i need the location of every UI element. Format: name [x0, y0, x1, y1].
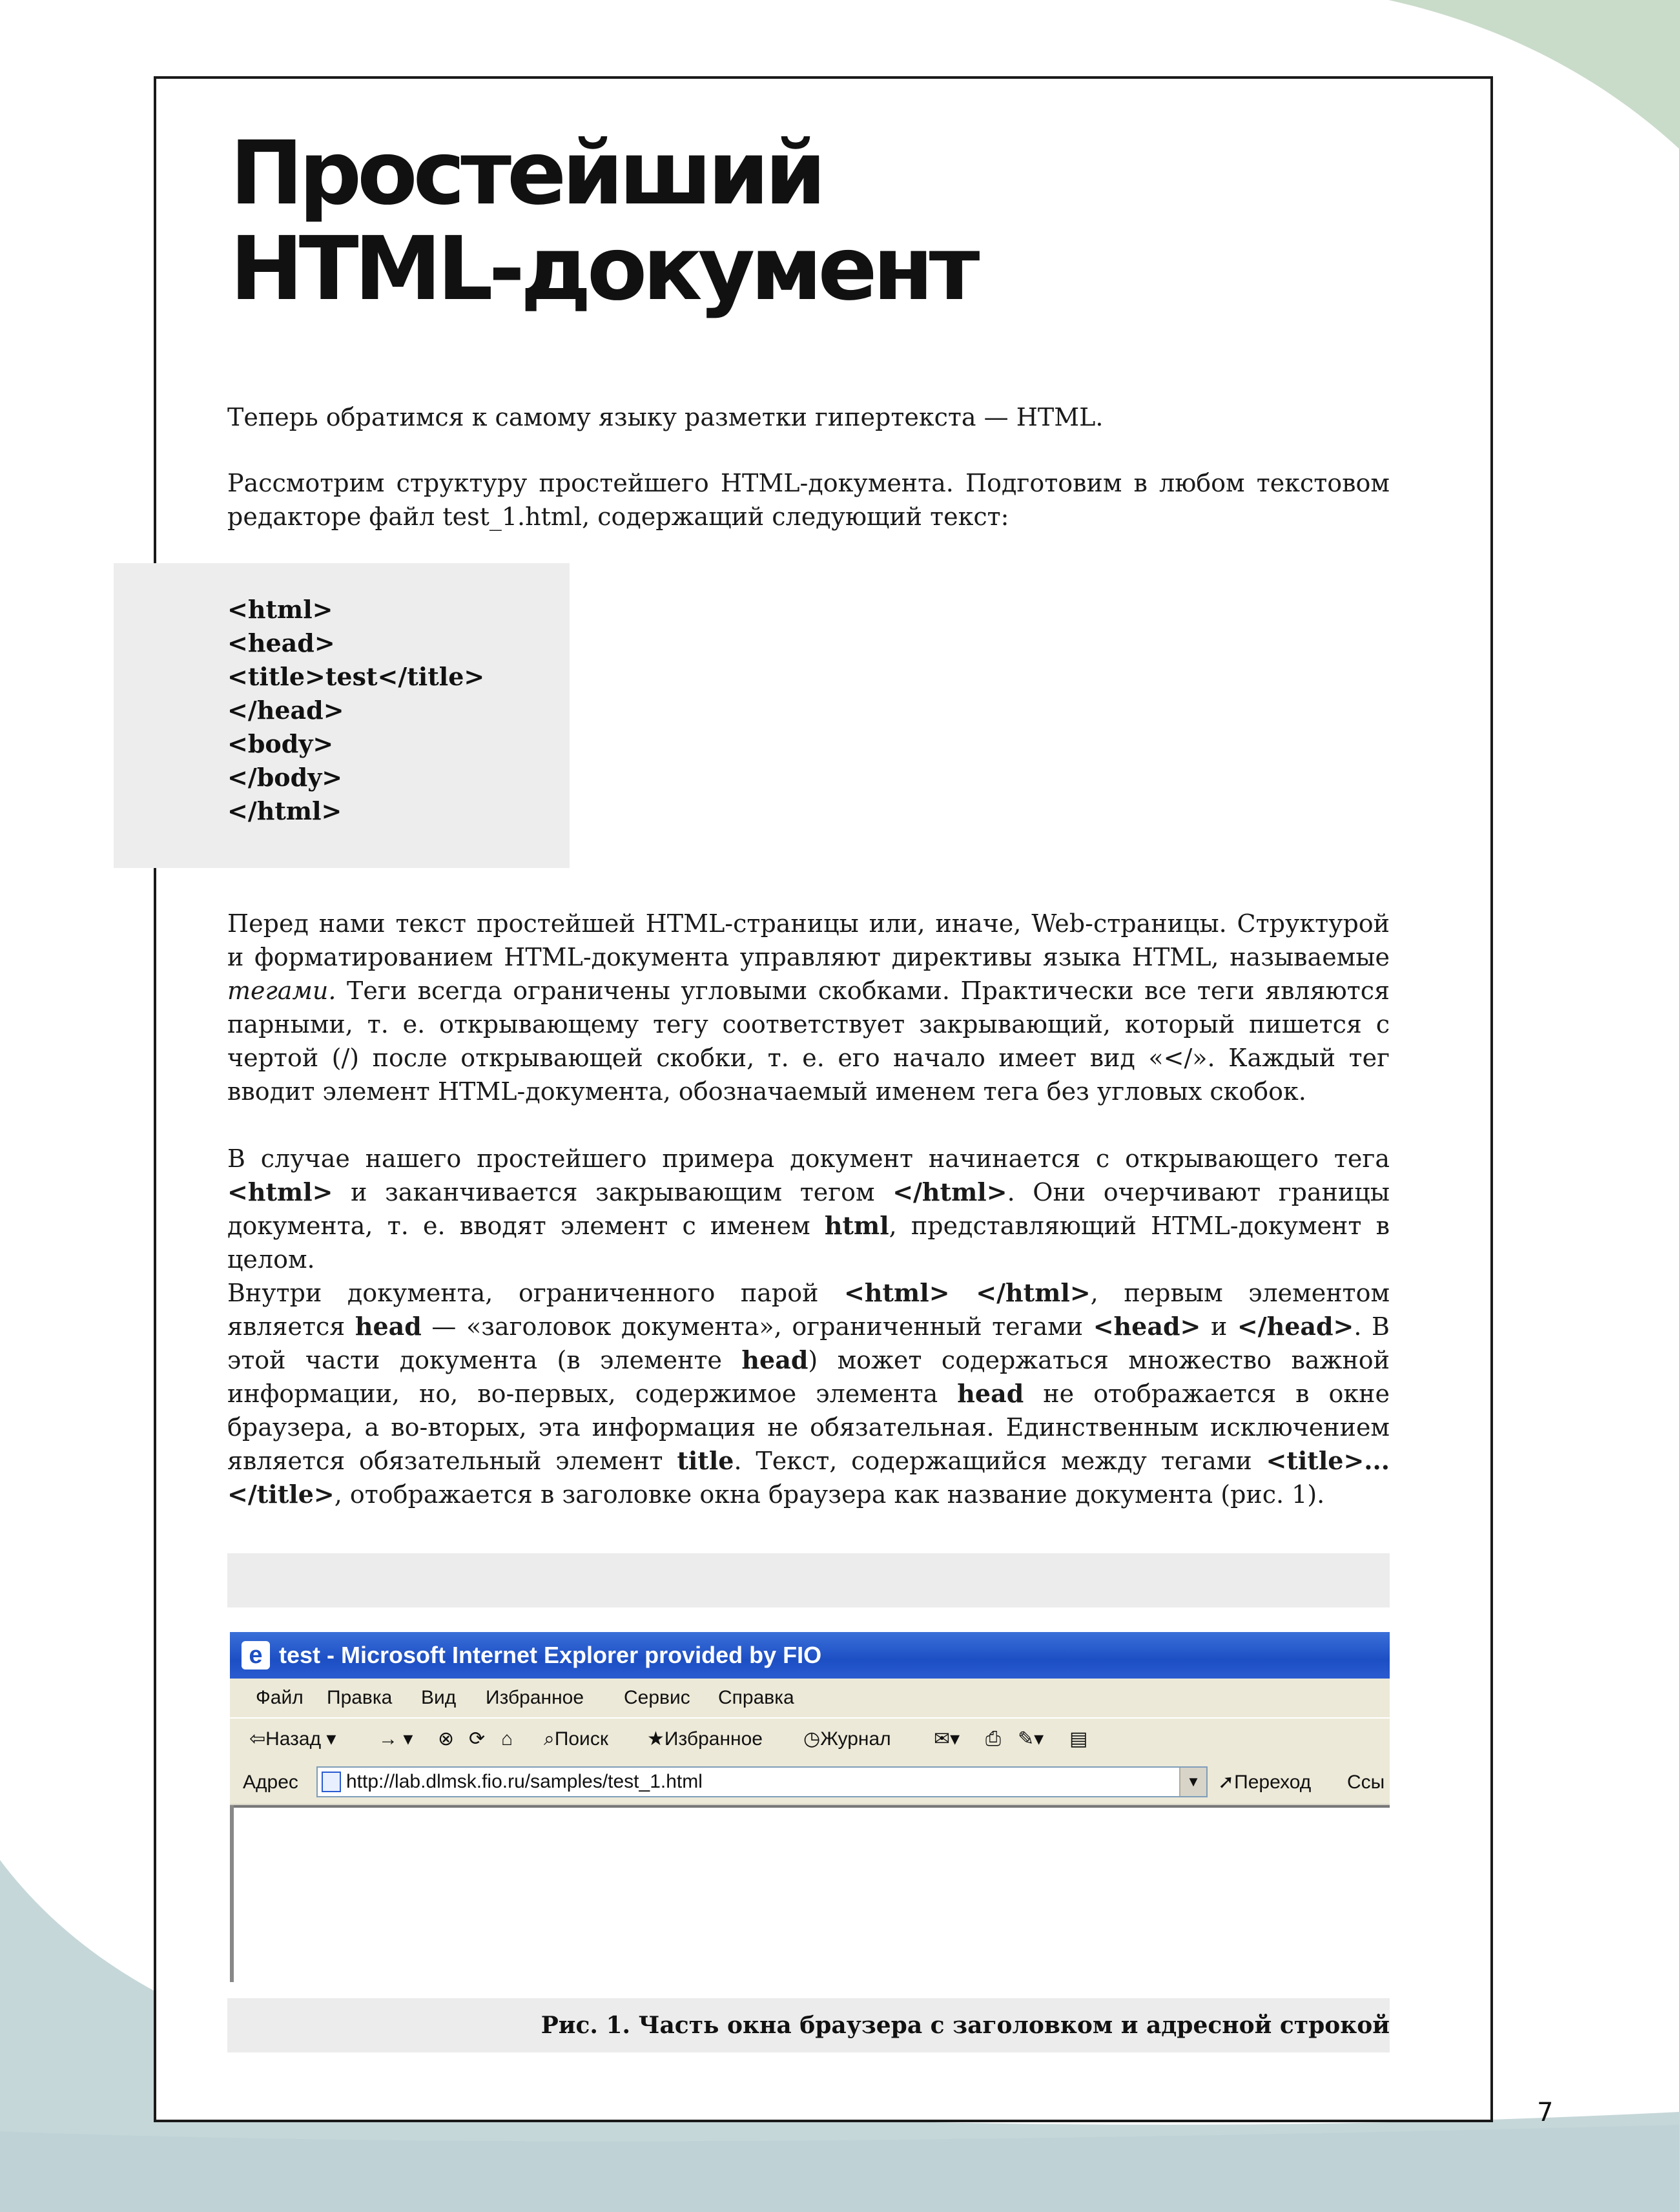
tag-title-pair: <title>...</title>	[227, 1446, 1390, 1509]
print-icon[interactable]: ⎙	[985, 1728, 1001, 1750]
code-line: </html>	[227, 796, 342, 825]
address-dropdown-icon[interactable]: ▼	[1179, 1768, 1206, 1796]
menu-item-file[interactable]: Файл	[256, 1687, 304, 1708]
code-line: <head>	[227, 628, 335, 657]
tag-html-open: <html>	[227, 1177, 333, 1206]
forward-button[interactable]: → ▾	[378, 1728, 413, 1750]
element-name-head: head	[355, 1312, 422, 1341]
home-icon[interactable]: ⌂	[501, 1728, 513, 1750]
favorites-button[interactable]: ★Избранное	[647, 1728, 763, 1750]
history-label: Журнал	[820, 1728, 891, 1750]
tag-head-open: <head>	[1093, 1312, 1201, 1341]
stop-icon[interactable]: ⊗	[438, 1728, 455, 1750]
history-button[interactable]: ◷Журнал	[803, 1728, 891, 1750]
text-run: , первым элементом является	[227, 1279, 1390, 1341]
tag-html-pair: <html> </html>	[844, 1278, 1091, 1307]
browser-titlebar	[230, 1632, 1390, 1679]
element-name-head: head	[957, 1379, 1024, 1408]
element-name-head: head	[741, 1345, 809, 1374]
element-name-title: title	[677, 1446, 734, 1475]
text-run: и	[1200, 1312, 1237, 1341]
internet-explorer-icon: e	[242, 1641, 270, 1669]
text-run: Внутри документа, ограниченного парой	[227, 1279, 845, 1307]
page-title	[230, 123, 976, 320]
paragraph-head-element	[227, 1276, 1390, 1511]
page-title-line-2: HTML-документ	[230, 218, 976, 320]
tag-html-close: </html>	[892, 1177, 1007, 1206]
back-button[interactable]: ⇦Назад ▾	[249, 1728, 336, 1750]
menu-item-help[interactable]: Справка	[718, 1687, 794, 1708]
paragraph-intro: Теперь обратимся к самому языку разметки гипертекста — HTML.	[227, 403, 1104, 431]
back-label: ⇦Назад	[249, 1728, 322, 1750]
address-label: Адрес	[243, 1772, 298, 1793]
tag-head-close: </head>	[1237, 1312, 1354, 1341]
discuss-icon[interactable]: ▤	[1069, 1728, 1088, 1750]
browser-content-edge	[230, 1805, 234, 1982]
menu-item-edit[interactable]: Правка	[327, 1687, 393, 1708]
search-label: Поиск	[554, 1728, 608, 1750]
page-icon	[322, 1772, 341, 1792]
menu-item-favorites[interactable]: Избранное	[486, 1687, 584, 1708]
text-run: — «заголовок документа», ограниченный тегами	[421, 1312, 1093, 1341]
page-number: 7	[1537, 2098, 1554, 2127]
address-url: http://lab.dlmsk.fio.ru/samples/test_1.html	[346, 1771, 703, 1792]
term-tags: тегами.	[227, 977, 336, 1005]
menu-item-view[interactable]: Вид	[421, 1687, 457, 1708]
refresh-icon[interactable]: ⟳	[469, 1728, 486, 1750]
element-name-html: html	[824, 1211, 889, 1240]
text-run: , представляющий HTML-документ в целом.	[227, 1212, 1390, 1274]
paragraph-html-element	[227, 1142, 1390, 1276]
figure-top-band	[227, 1553, 1390, 1607]
search-button[interactable]: ⌕Поиск	[544, 1728, 608, 1750]
browser-window-title: test - Microsoft Internet Explorer provided by FIO	[279, 1642, 822, 1668]
go-label: Переход	[1234, 1772, 1312, 1793]
code-line: <body>	[227, 729, 334, 758]
code-line: </head>	[227, 696, 344, 725]
links-button[interactable]: Ссы	[1347, 1772, 1385, 1793]
go-button[interactable]: ➚Переход	[1218, 1772, 1312, 1793]
text-run: . Они очерчивают границы документа, т. е. вводят элемент с именем	[227, 1178, 1390, 1240]
edit-icon[interactable]: ✎▾	[1018, 1728, 1044, 1750]
page-title-line-1: Простейший	[230, 123, 822, 225]
figure-caption: Рис. 1. Часть окна браузера с заголовком и адресной строкой	[541, 2012, 1390, 2039]
paragraph-tags-part-a: Перед нами текст простейшей HTML-страницы или, иначе, Web-страницы. Структурой и форматированием HTML-документа управляют директивы языка HTML, называемые	[227, 909, 1390, 971]
paragraph-structure: Рассмотрим структуру простейшего HTML-документа. Подготовим в любом текстовом редакторе файл test_1.html, содержащий следующий текст:	[227, 469, 1390, 531]
browser-window-figure	[230, 1632, 1390, 1982]
text-run: , отображается в заголовке окна браузера как название документа (рис. 1).	[334, 1480, 1325, 1509]
paragraph-tags-part-c: Теги всегда ограничены угловыми скобками. Практически все теги являются парными, т. е. открывающему тегу соответствует закрывающий, который пишется с чертой (/) после открывающей скобки, т. е. его начало имеет вид «</». Каждый тег вводит элемент HTML-документа, обозначаемый именем тега без угловых скобок.	[227, 977, 1390, 1106]
code-listing	[227, 593, 484, 828]
code-line: </body>	[227, 763, 343, 792]
text-run: ) может содержаться множество важной информации, но, во-первых, содержимое элемента	[227, 1346, 1390, 1408]
text-run: . В этой части документа (в элементе	[227, 1312, 1390, 1374]
mail-icon[interactable]: ✉▾	[934, 1728, 960, 1750]
paragraph-tags	[227, 907, 1390, 1108]
text-run: В случае нашего простейшего примера документ начинается с открывающего тега	[227, 1144, 1390, 1173]
text-run: . Текст, содержащийся между тегами	[734, 1447, 1266, 1475]
browser-address-bar	[230, 1761, 1390, 1804]
menu-item-tools[interactable]: Сервис	[624, 1687, 690, 1708]
code-line: <html>	[227, 595, 333, 624]
code-line: <title>test</title>	[227, 662, 485, 691]
address-input[interactable]	[316, 1766, 1208, 1797]
browser-content-area	[230, 1805, 1390, 1982]
text-run: не отображается в окне браузера, а во-вторых, эта информация не обязательная. Единственным исключением является обязательный элемент	[227, 1380, 1390, 1475]
text-run: и заканчивается закрывающим тегом	[333, 1178, 893, 1206]
favorites-label: Избранное	[664, 1728, 763, 1750]
browser-toolbar	[230, 1717, 1390, 1762]
browser-menubar	[230, 1679, 1390, 1717]
